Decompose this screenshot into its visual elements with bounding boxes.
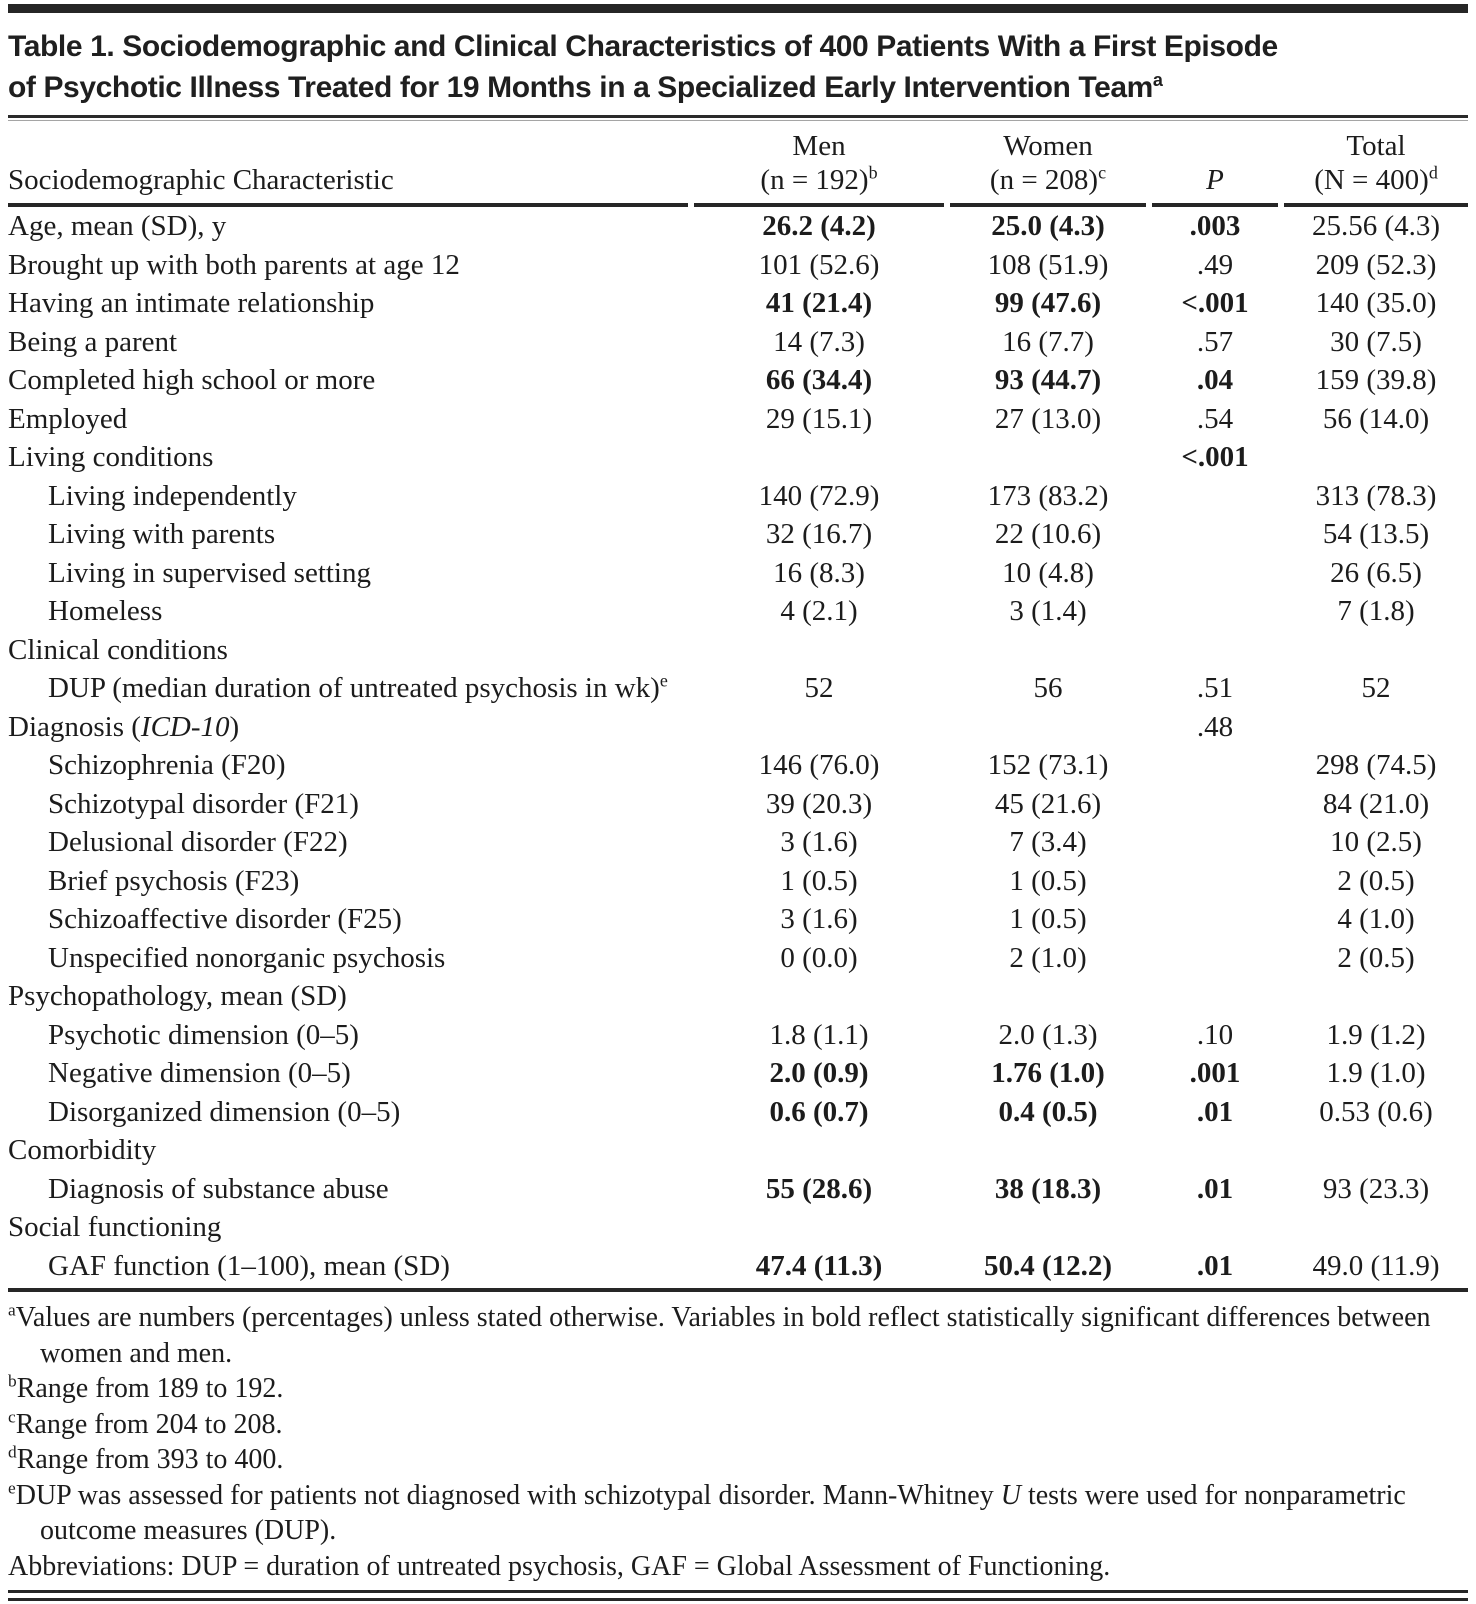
cell-women: 22 (10.6)	[994, 518, 1102, 550]
row-label: GAF function (1–100), mean (SD)	[48, 1249, 450, 1282]
top-rule	[8, 4, 1468, 13]
row-label: Living with parents	[48, 518, 276, 550]
cell-women	[950, 631, 1146, 670]
table-title	[8, 26, 1468, 108]
cell-men: 1 (0.5)	[780, 864, 858, 897]
cell-p	[1152, 862, 1278, 901]
row-label: Social functioning	[8, 1211, 222, 1243]
cell-women: 152 (73.1)	[987, 749, 1109, 781]
cell-women	[950, 438, 1146, 477]
cell-total	[1284, 1131, 1468, 1170]
footnote: $^e$DUP was assessed for patients not diagnosed with schizotypal disorder. Mann-Whitney U tests were used for nonparametric outcome measures (DUP).	[8, 1478, 1406, 1546]
row-label: Living conditions	[8, 441, 214, 473]
cell-women: 56	[1033, 672, 1063, 704]
cell-women: 38 (18.3)	[994, 1172, 1102, 1205]
table-row	[8, 515, 1468, 554]
table-row	[8, 900, 1468, 939]
cell-women: 1.76 (1.0)	[991, 1057, 1105, 1089]
cell-total: 56 (14.0)	[1322, 402, 1430, 435]
row-label: Delusional disorder (F22)	[48, 826, 348, 858]
cell-men: 101 (52.6)	[758, 248, 880, 281]
cell-total: 159 (39.8)	[1315, 364, 1437, 396]
column-headers	[8, 121, 1468, 207]
row-label: Comorbidity	[8, 1134, 157, 1166]
table-row	[8, 746, 1468, 785]
table-row	[8, 207, 1468, 246]
cell-total: 0.53 (0.6)	[1319, 1095, 1433, 1128]
table-row	[8, 1170, 1468, 1209]
row-label: Schizophrenia (F20)	[48, 749, 286, 781]
cell-total	[1284, 438, 1468, 477]
cell-p: .51	[1196, 672, 1234, 704]
cell-women: 50.4 (12.2)	[983, 1249, 1113, 1282]
table-row	[8, 554, 1468, 593]
cell-men: 3 (1.6)	[780, 903, 858, 935]
cell-women	[950, 1131, 1146, 1170]
cell-total: 313 (78.3)	[1315, 479, 1437, 512]
row-label: Being a parent	[8, 325, 178, 358]
cell-men: 16 (8.3)	[773, 556, 865, 589]
table-row	[8, 823, 1468, 862]
row-label: Diagnosis (ICD-10)	[8, 710, 240, 743]
table-row	[8, 977, 1468, 1016]
cell-men	[694, 438, 944, 477]
cell-p: .001	[1189, 1057, 1241, 1089]
cell-women: 45 (21.6)	[994, 787, 1102, 820]
cell-women: 7 (3.4)	[1009, 826, 1087, 858]
title-footnote-marker: a	[1152, 70, 1163, 90]
table-row	[8, 669, 1468, 708]
cell-men: 52	[804, 672, 834, 704]
table-row	[8, 1016, 1468, 1055]
row-label: Completed high school or more	[8, 364, 376, 396]
cell-men: 32 (16.7)	[765, 518, 873, 550]
row-label: Employed	[8, 402, 128, 435]
cell-total: 10 (2.5)	[1330, 826, 1422, 858]
row-label: Unspecified nonorganic psychosis	[48, 941, 446, 974]
cell-p: .01	[1196, 1249, 1234, 1282]
footnote-marker: c	[8, 1407, 16, 1427]
cell-women: 25.0 (4.3)	[991, 210, 1105, 242]
cell-p: .04	[1196, 364, 1234, 396]
row-label: Schizotypal disorder (F21)	[48, 787, 359, 820]
cell-total: 26 (6.5)	[1330, 556, 1422, 589]
cell-total	[1284, 977, 1468, 1016]
table-row	[8, 400, 1468, 439]
cell-total	[1284, 1208, 1468, 1247]
row-label: Disorganized dimension (0–5)	[48, 1095, 401, 1128]
column-header-total: Total (N = 400)$^d$	[1284, 129, 1468, 207]
cell-total	[1284, 631, 1468, 670]
cell-p	[1152, 554, 1278, 593]
footnote-marker: a	[8, 1300, 16, 1320]
cell-men: 2.0 (0.9)	[769, 1057, 869, 1089]
bottom-rule	[8, 1590, 1468, 1601]
cell-total	[1284, 708, 1468, 747]
cell-women: 93 (44.7)	[994, 364, 1102, 396]
table-row	[8, 246, 1468, 285]
footnote: $^b$Range from 189 to 192.	[8, 1371, 284, 1404]
table-row	[8, 323, 1468, 362]
cell-total: 7 (1.8)	[1337, 595, 1415, 627]
column-header-men: Men (n = 192)$^b$	[694, 129, 944, 207]
row-label: Brief psychosis (F23)	[48, 864, 300, 897]
row-label: Homeless	[48, 595, 163, 627]
row-label: Living in supervised setting	[48, 556, 371, 589]
cell-men	[694, 1131, 944, 1170]
abbreviations-note: Abbreviations: DUP = duration of untreated psychosis, GAF = Global Assessment of Functioning.	[8, 1550, 1111, 1582]
table-row	[8, 1093, 1468, 1132]
cell-men: 4 (2.1)	[780, 595, 858, 627]
row-label: Age, mean (SD), y	[8, 210, 227, 242]
cell-women: 16 (7.7)	[1002, 325, 1094, 358]
row-label: Living independently	[48, 479, 297, 512]
cell-p: .57	[1196, 325, 1234, 358]
row-label: DUP (median duration of untreated psychosis in wk)$^e$	[48, 670, 668, 704]
cell-men	[694, 1208, 944, 1247]
cell-p: .48	[1196, 710, 1234, 743]
cell-women	[950, 708, 1146, 747]
table-row	[8, 1247, 1468, 1286]
cell-total: 49.0 (11.9)	[1312, 1249, 1440, 1282]
cell-p: .54	[1196, 402, 1234, 435]
cell-women: 1 (0.5)	[1009, 864, 1087, 897]
row-label: Schizoaffective disorder (F25)	[48, 903, 402, 935]
cell-p: .49	[1196, 248, 1234, 281]
table-row	[8, 862, 1468, 901]
cell-total: 1.9 (1.0)	[1326, 1057, 1426, 1089]
cell-men: 140 (72.9)	[758, 479, 880, 512]
cell-women: 173 (83.2)	[987, 479, 1109, 512]
cell-men: 66 (34.4)	[765, 364, 873, 396]
cell-p	[1152, 939, 1278, 978]
cell-total: 298 (74.5)	[1315, 749, 1437, 781]
cell-p: <.001	[1181, 441, 1249, 473]
footnote-marker: e	[8, 1478, 16, 1498]
cell-total: 1.9 (1.2)	[1326, 1018, 1426, 1051]
cell-p	[1152, 515, 1278, 554]
table-row	[8, 939, 1468, 978]
cell-women: 99 (47.6)	[994, 287, 1102, 319]
cell-women: 2 (1.0)	[1009, 941, 1087, 974]
table-row	[8, 592, 1468, 631]
table-row	[8, 785, 1468, 824]
cell-p	[1152, 823, 1278, 862]
cell-men	[694, 977, 944, 1016]
table-row	[8, 284, 1468, 323]
cell-women: 1 (0.5)	[1009, 903, 1087, 935]
cell-total: 209 (52.3)	[1315, 248, 1437, 281]
row-label: Brought up with both parents at age 12	[8, 248, 460, 281]
row-label: Psychopathology, mean (SD)	[8, 980, 347, 1012]
cell-total: 2 (0.5)	[1337, 941, 1415, 974]
footnote-marker: d	[8, 1442, 17, 1462]
column-header-p: P	[1152, 163, 1278, 207]
cell-p	[1152, 477, 1278, 516]
cell-men: 41 (21.4)	[765, 287, 873, 319]
cell-total: 30 (7.5)	[1330, 325, 1422, 358]
cell-p	[1152, 785, 1278, 824]
table-body	[8, 207, 1468, 1285]
row-label: Psychotic dimension (0–5)	[48, 1018, 359, 1051]
cell-total: 84 (21.0)	[1322, 787, 1430, 820]
row-label: Diagnosis of substance abuse	[48, 1172, 389, 1205]
cell-p	[1152, 900, 1278, 939]
cell-women	[950, 977, 1146, 1016]
cell-women: 0.4 (0.5)	[998, 1095, 1098, 1128]
table-row	[8, 1208, 1468, 1247]
table-row	[8, 1131, 1468, 1170]
cell-p	[1152, 1131, 1278, 1170]
cell-men: 55 (28.6)	[765, 1172, 873, 1205]
row-label: Negative dimension (0–5)	[48, 1057, 351, 1089]
table-row	[8, 361, 1468, 400]
footnote-marker: b	[8, 1371, 17, 1391]
cell-p	[1152, 631, 1278, 670]
cell-total: 2 (0.5)	[1337, 864, 1415, 897]
cell-total: 93 (23.3)	[1322, 1172, 1430, 1205]
cell-p: <.001	[1181, 287, 1249, 319]
column-header-women: Women (n = 208)$^c$	[950, 129, 1146, 207]
cell-women: 2.0 (1.3)	[998, 1018, 1098, 1051]
cell-total: 140 (35.0)	[1315, 287, 1437, 319]
cell-p	[1152, 746, 1278, 785]
cell-women: 3 (1.4)	[1009, 595, 1087, 627]
table-row	[8, 438, 1468, 477]
cell-women: 10 (4.8)	[1002, 556, 1094, 589]
row-label: Having an intimate relationship	[8, 287, 375, 319]
cell-p	[1152, 592, 1278, 631]
cell-men: 14 (7.3)	[773, 325, 865, 358]
table-title-line1: Table 1. Sociodemographic and Clinical Characteristics of 400 Patients With a First Episode	[8, 30, 1278, 63]
cell-men	[694, 631, 944, 670]
footnote: $^d$Range from 393 to 400.	[8, 1442, 284, 1475]
table-row	[8, 631, 1468, 670]
cell-men: 47.4 (11.3)	[755, 1249, 883, 1282]
table-title-line2: of Psychotic Illness Treated for 19 Months in a Specialized Early Intervention Team$^a$	[8, 70, 1163, 104]
footnote: $^a$Values are numbers (percentages) unless stated otherwise. Variables in bold reflect statistically significant differences between women and men.	[8, 1300, 1431, 1369]
cell-men: 26.2 (4.2)	[762, 210, 876, 242]
footnotes	[8, 1292, 1468, 1584]
cell-total: 52	[1361, 672, 1391, 704]
cell-men: 0 (0.0)	[780, 941, 858, 974]
column-header-characteristic: Sociodemographic Characteristic	[8, 163, 688, 207]
table-row	[8, 1054, 1468, 1093]
cell-p: .01	[1196, 1172, 1234, 1205]
cell-total: 4 (1.0)	[1337, 903, 1415, 935]
table-row	[8, 477, 1468, 516]
cell-p: .003	[1189, 210, 1241, 242]
cell-p: .10	[1196, 1018, 1234, 1051]
table-row	[8, 708, 1468, 747]
cell-men: 0.6 (0.7)	[769, 1095, 869, 1128]
cell-women	[950, 1208, 1146, 1247]
cell-women: 27 (13.0)	[994, 402, 1102, 435]
cell-men: 146 (76.0)	[758, 749, 880, 781]
cell-total: 25.56 (4.3)	[1311, 210, 1441, 242]
cell-men: 1.8 (1.1)	[769, 1018, 869, 1051]
cell-p	[1152, 977, 1278, 1016]
cell-men: 3 (1.6)	[780, 826, 858, 858]
cell-women: 108 (51.9)	[987, 248, 1109, 281]
cell-men	[694, 708, 944, 747]
cell-men: 39 (20.3)	[765, 787, 873, 820]
row-label: Clinical conditions	[8, 633, 228, 666]
footnote: $^c$Range from 204 to 208.	[8, 1407, 283, 1440]
cell-total: 54 (13.5)	[1322, 518, 1430, 550]
cell-p	[1152, 1208, 1278, 1247]
cell-p: .01	[1196, 1095, 1234, 1128]
cell-men: 29 (15.1)	[765, 402, 873, 435]
